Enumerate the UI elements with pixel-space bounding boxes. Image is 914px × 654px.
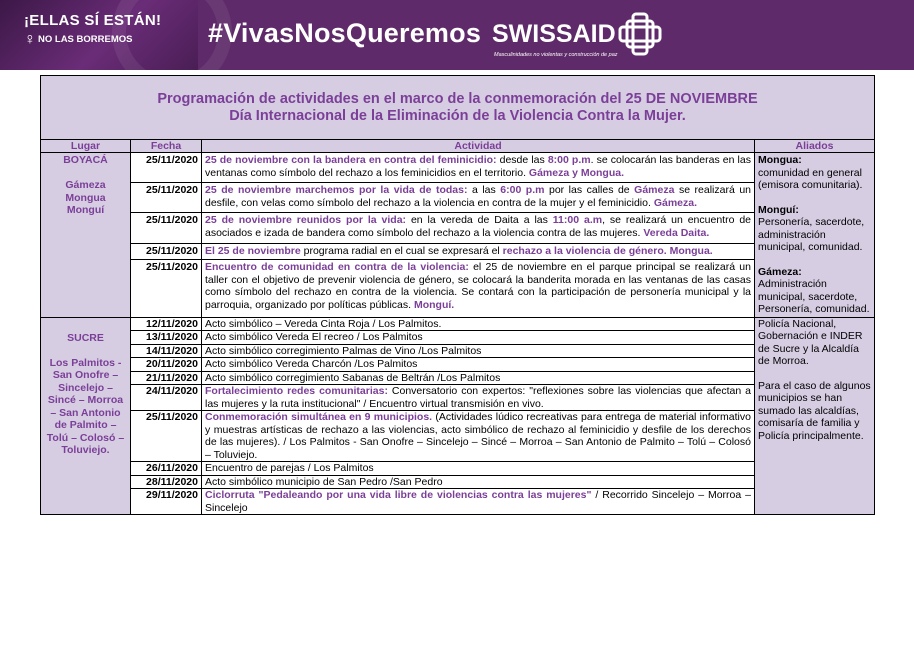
- activity-row: [41, 153, 875, 183]
- activity-highlight: 11:00 a.m: [552, 214, 603, 227]
- header-banner: [0, 0, 914, 70]
- activity-description: [202, 317, 755, 331]
- column-header-actividad: Actividad: [202, 140, 755, 153]
- activity-description: [202, 153, 755, 183]
- activity-row: [41, 411, 875, 462]
- activity-date: 24/11/2020: [131, 385, 202, 411]
- activity-row: [41, 243, 875, 260]
- ally-description: Administración municipal, sacerdote, Personería, comunidad.: [758, 278, 870, 315]
- activity-text: Acto simbólico corregimiento Sabanas de Beltrán /Los Palmitos: [205, 371, 501, 384]
- activity-description: [202, 462, 755, 476]
- activity-description: [202, 331, 755, 345]
- column-header-fecha: Fecha: [131, 140, 202, 153]
- ally-municipality: Monguí:: [758, 203, 799, 216]
- activity-description: [202, 183, 755, 213]
- activity-date: 14/11/2020: [131, 344, 202, 358]
- activity-row: [41, 183, 875, 213]
- ally-description: comunidad en general (emisora comunitaria).: [758, 166, 863, 191]
- activity-text: desde las: [496, 154, 548, 166]
- activity-row: [41, 385, 875, 411]
- activity-highlight: 25 de noviembre con la bandera en contra del feminicidio:: [205, 154, 497, 166]
- activity-text: Acto simbólico – Vereda Cinta Roja / Los Palmitos.: [205, 317, 442, 330]
- activity-text: Acto simbólico Vereda Charcón /Los Palmitos: [205, 358, 418, 370]
- activity-highlight: 8:00 p.m: [547, 154, 591, 166]
- column-header-row: [41, 140, 875, 153]
- activity-text: en la vereda de Daita a las: [406, 214, 553, 227]
- activity-text: . se colocarán las banderas en las ventanas como símbolo del rechazo a los feminicidios en el territorio.: [205, 154, 751, 179]
- allies-text: Policía Nacional, Gobernación e INDER de Sucre y la Alcaldía de Morroa.: [758, 317, 863, 367]
- activity-date: 25/11/2020: [131, 213, 202, 243]
- activity-row: [41, 358, 875, 372]
- campaign-logo-panel: [0, 0, 198, 70]
- activity-text: Conversatorio con expertos: "reflexiones sobre las violencias que afectan a las mujeres y la ruta institucional" / Encuentro virtual transmisión en vivo.: [205, 385, 751, 410]
- activity-description: [202, 385, 755, 411]
- activity-row: [41, 371, 875, 385]
- activity-text: , se realizará un encuentro de asociados e izada de bandera como símbolo del rechazo a la violencia contra de las mujeres.: [205, 214, 752, 239]
- ally-municipality: Mongua:: [758, 154, 802, 166]
- activity-highlight: rechazo a la violencia de género. Mongua.: [502, 244, 713, 257]
- activity-highlight: Monguí.: [413, 298, 455, 311]
- activity-date: 25/11/2020: [131, 183, 202, 213]
- place-cell-boyaca: [41, 153, 131, 318]
- document-title: [41, 76, 875, 140]
- activity-description: [202, 411, 755, 462]
- activity-description: [202, 213, 755, 243]
- activity-description: [202, 475, 755, 489]
- activity-text: Acto simbólico Vereda El recreo / Los Palmitos: [205, 331, 423, 343]
- ally-description: Personería, sacerdote, administración municipal, comunidad.: [758, 216, 865, 253]
- activity-row: [41, 260, 875, 317]
- activity-date: 25/11/2020: [131, 243, 202, 260]
- activity-text: / Recorrido Sincelejo – Morroa – Sincelejo: [205, 489, 751, 514]
- activity-text: el 25 de noviembre en el parque principal se realizará un taller con el objetivo de prevenir violencia de género, se colocará la banderita morada en las ventanas de las casas como símbolo del rechazo en contra de la violencia. Se contará con la participación de personería municipal y la parroquia, organizado por políticas públicas.: [205, 261, 751, 311]
- activity-highlight: 25 de noviembre reunidos por la vida:: [205, 214, 407, 227]
- activity-highlight: Conmemoración simultánea en 9 municipios.: [205, 411, 433, 423]
- column-header-lugar: Lugar: [41, 140, 131, 153]
- activity-highlight: Ciclorruta "Pedaleando por una vida libre de violencias contra las mujeres": [205, 489, 592, 501]
- activity-text: se realizará un desfile, con velas como símbolo del rechazo a la violencia en contra de la mujer y el feminicidio.: [205, 184, 751, 209]
- spacer: [758, 254, 871, 266]
- column-header-aliados: Aliados: [755, 140, 875, 153]
- activity-date: 20/11/2020: [131, 358, 202, 372]
- activity-row: [41, 213, 875, 243]
- activity-highlight: Gámeza: [634, 184, 675, 197]
- activity-highlight: Vereda Daita.: [643, 226, 710, 239]
- activity-highlight: Encuentro de comunidad en contra de la violencia:: [205, 261, 469, 274]
- activity-text: a las: [467, 184, 501, 197]
- activity-text: Encuentro de parejas / Los Palmitos: [205, 462, 374, 474]
- swissaid-cross-logo-icon: [618, 12, 662, 56]
- spacer: [758, 192, 871, 204]
- activity-highlight: Fortalecimiento redes comunitarias:: [205, 385, 388, 397]
- campaign-slogan-text: NO LAS BORREMOS: [38, 34, 133, 45]
- place-cell-sucre: [41, 317, 131, 515]
- hashtag-text: #VivasNosQueremos: [208, 18, 482, 48]
- title-line1: Programación de actividades en el marco de la conmemoración del 25 DE NOVIEMBRE: [157, 90, 758, 107]
- place-name: SUCRE: [67, 331, 104, 344]
- activity-text: Acto simbólico municipio de San Pedro /San Pedro: [205, 475, 443, 488]
- allies-cell-sucre: [755, 317, 875, 515]
- title-line2: Día Internacional de la Eliminación de la Violencia Contra la Mujer.: [229, 107, 686, 124]
- venus-icon: ♀: [24, 31, 36, 48]
- org-subtitle: Masculinidades no violentas y construcción de paz: [494, 52, 618, 58]
- activity-description: [202, 260, 755, 317]
- activity-date: 25/11/2020: [131, 411, 202, 462]
- spacer: [758, 368, 871, 380]
- activity-date: 28/11/2020: [131, 475, 202, 489]
- campaign-slogan-line2: [24, 31, 132, 49]
- allies-text: Para el caso de algunos municipios se han sumado las alcaldías, comisaría de familia y Policía principalmente.: [758, 379, 871, 442]
- activity-row: [41, 317, 875, 331]
- activity-description: [202, 243, 755, 260]
- activity-row: [41, 344, 875, 358]
- activity-highlight: Gámeza.: [653, 196, 698, 209]
- place-name: BOYACÁ: [63, 154, 108, 166]
- town-name: Mongua: [65, 191, 106, 204]
- activity-date: 12/11/2020: [131, 317, 202, 331]
- activity-row: [41, 489, 875, 515]
- campaign-slogan-line1: ¡ELLAS SÍ ESTÁN!: [24, 12, 162, 29]
- place-content: [44, 154, 127, 217]
- activity-text: Acto simbólico corregimiento Palmas de Vino /Los Palmitos: [205, 344, 482, 357]
- activity-text: por las calles de: [544, 184, 635, 197]
- org-name: SWISSAID: [492, 20, 616, 48]
- activity-text: (Actividades lúdico recreativas para entrega de material informativo y muestras artísticas de rechazo a las violencias, acto simbólico de rechazo al feminicidio y desfile de los derechos de las mujeres). / Los Palmitos - San Onofre – Sincelejo – Sincé – Morroa – San Antonio de Palmito – Tolú – Colosó – Toluviejo.: [205, 411, 751, 461]
- activity-highlight: 25 de noviembre marchemos por la vida de todas:: [205, 184, 468, 197]
- town-name: Gámeza: [65, 179, 106, 191]
- activity-highlight: El 25 de noviembre: [205, 244, 301, 257]
- activity-highlight: Gámeza y Mongua.: [528, 166, 625, 179]
- activities-table: [40, 75, 875, 515]
- activity-date: 25/11/2020: [131, 260, 202, 317]
- activity-description: [202, 371, 755, 385]
- allies-cell-boyaca: [755, 153, 875, 318]
- activity-date: 25/11/2020: [131, 153, 202, 183]
- activity-row: [41, 462, 875, 476]
- ally-municipality: Gámeza:: [758, 265, 802, 278]
- activity-date: 21/11/2020: [131, 371, 202, 385]
- activity-row: [41, 475, 875, 489]
- town-name: Monguí: [66, 204, 105, 216]
- activity-description: [202, 358, 755, 372]
- activity-text: programa radial en el cual se expresará el: [300, 244, 503, 257]
- activity-description: [202, 489, 755, 515]
- activity-highlight: 6:00 p.m: [500, 184, 545, 197]
- activity-description: [202, 344, 755, 358]
- activity-date: 26/11/2020: [131, 462, 202, 476]
- town-list: Los Palmitos - San Onofre – Sincelejo – Sincé – Morroa – San Antonio de Palmito – Tolú – Colosó – Toluviejo.: [46, 356, 125, 456]
- activity-date: 29/11/2020: [131, 489, 202, 515]
- activity-row: [41, 331, 875, 345]
- activity-date: 13/11/2020: [131, 331, 202, 345]
